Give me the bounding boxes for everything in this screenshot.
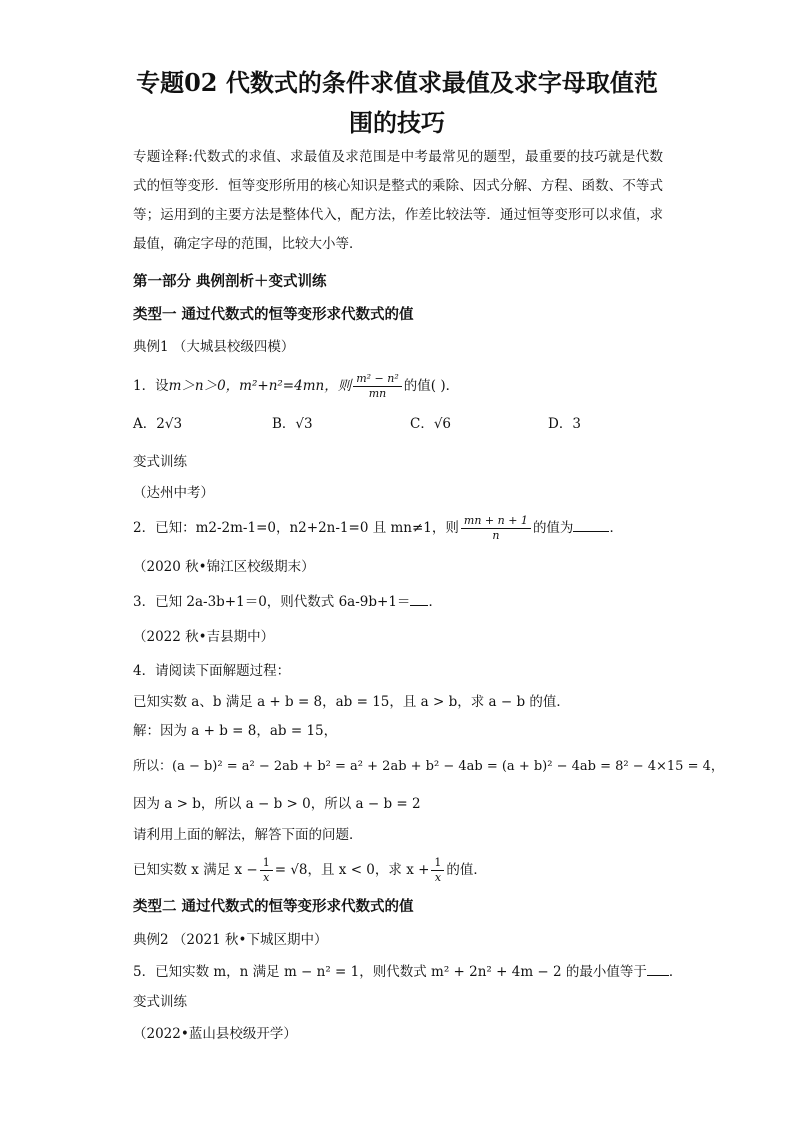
source-lanshan: （2022•蓝山县校级开学）: [133, 1026, 297, 1042]
q4-task: 已知实数 x 满足 x − $\frac{1}{x}$ = √8，且 x < 0，求 x + $\frac{1}{x}$ 的值．: [133, 856, 487, 884]
q1-fraction: $\frac{\text{m² − n²}}{mn}$: [353, 372, 402, 401]
question-2: 2．已知：m2-2m-1=0，n2+2n-1=0 且 mn≠1，则 $\frac{mn + n + 1}{n}$ 的值为 ．: [133, 514, 623, 542]
document-title-line1: 专题02 代数式的条件求值求最值及求字母取值范: [136, 68, 658, 97]
type2-heading: 类型二 通过代数式的恒等变形求代数式的值: [133, 898, 414, 915]
intro-paragraph: 专题诠释:代数式的求值、求最值及求范围是中考最常见的题型，最重要的技巧就是代数式的恒等变形．恒等变形所用的核心知识是整式的乘除、因式分解、方程、函数、不等式等；运用到的主要方法是整体代入，配方法，作差比较法等．通过恒等变形可以求值，求最值，确定字母的范围，比较大小等．: [133, 149, 663, 252]
example1-label: 典例1 （大城县校级四模）: [133, 339, 295, 355]
variant-label-2: 变式训练: [133, 994, 187, 1010]
q1-condition: m＞n＞0，m²+n²=4mn，则: [168, 378, 352, 394]
question-3: 3．已知 2a-3b+1＝0，则代数式 6a-9b+1＝ ．: [133, 594, 442, 610]
q2-fraction: $\frac{mn + n + 1}{n}$: [461, 514, 531, 543]
document-title-line2: 围的技巧: [349, 108, 445, 137]
variant-label-1: 变式训练: [133, 454, 187, 470]
source-jixian: （2022 秋•吉县期中）: [133, 629, 275, 645]
question-1: 1．设m＞n＞0，m²+n²=4mn，则 $\frac{\text{m² − n²}}{mn}$ 的值( )．: [133, 372, 460, 400]
q4-conclusion: 因为 a > b，所以 a − b > 0，所以 a − b = 2: [133, 796, 421, 812]
source-jinjiang: （2020 秋•锦江区校级期末）: [133, 559, 315, 575]
q2-answer-blank: [573, 519, 609, 532]
q4-fraction-2: $\frac{1}{x}$: [431, 856, 444, 885]
q4-ask: 请利用上面的解法，解答下面的问题．: [133, 827, 363, 843]
q3-answer-blank: [410, 593, 428, 606]
q4-given: 已知实数 a、b 满足 a + b = 8，ab = 15，且 a > b，求 a − b 的值．: [133, 694, 570, 710]
type1-heading: 类型一 通过代数式的恒等变形求代数式的值: [133, 306, 414, 323]
q1-option-b: B．√3: [272, 416, 313, 432]
q4-solution-start: 解：因为 a + b = 8，ab = 15，: [133, 723, 338, 739]
example2-label: 典例2 （2021 秋•下城区期中）: [133, 932, 328, 948]
question-5: 5．已知实数 m，n 满足 m − n² = 1，则代数式 m² + 2n² + 4m − 2 的最小值等于 ．: [133, 964, 683, 980]
q4-derivation: 所以：(a − b)² = a² − 2ab + b² = a² + 2ab + b² − 4ab = (a + b)² − 4ab = 8² − 4×15 = 4，: [133, 759, 724, 774]
q4-fraction-1: $\frac{1}{x}$: [260, 856, 273, 885]
q5-answer-blank: [647, 963, 669, 976]
part1-heading: 第一部分 典例剖析＋变式训练: [133, 273, 327, 290]
q1-option-d: D．3: [548, 416, 581, 432]
q1-option-a: A．2√3: [133, 416, 183, 432]
q4-intro: 4．请阅读下面解题过程：: [133, 663, 291, 679]
q1-option-c: C．√6: [410, 416, 452, 432]
source-dazhou: （达州中考）: [133, 485, 214, 501]
